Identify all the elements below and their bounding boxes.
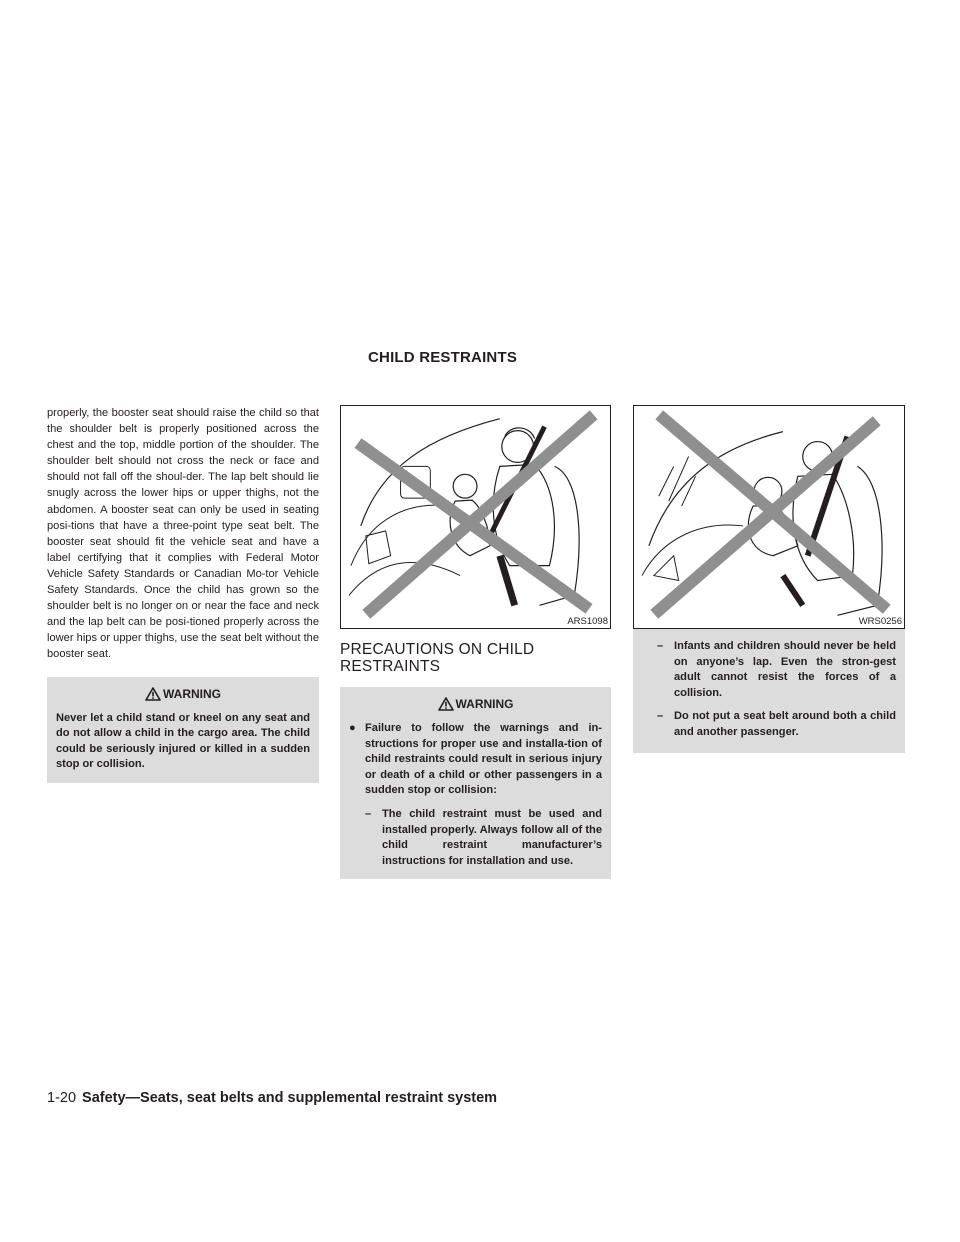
bullet-text: Failure to follow the warnings and in-structions for proper use and installa-tion of child restraints could result in serious injury or death of a child or other passengers in a sudden stop or collision: <box>365 722 602 797</box>
page-number: 1-20 <box>47 1090 77 1106</box>
car-seat-child-illustration <box>341 406 610 628</box>
warning-dash-item <box>349 807 602 869</box>
warning-box <box>340 687 611 879</box>
body-paragraph: properly, the booster seat should raise the child so that the shoulder belt is properly positioned across the chest and the top, middle portion of the shoulder. The shoulder belt should not cross the neck or face and should not fall off the shoul-der. The lap belt should lie snugly across the lower hips or upper thighs, not the abdomen. A booster seat can only be used in seating posi-tions that have a three-point type seat belt. The booster seat should fit the vehicle seat and have a label certifying that it complies with Federal Motor Vehicle Safety Standards or Canadian Mo-tor Vehicle Safety Standards. Once the child has grown so the shoulder belt is no longer on or near the face and neck and the lap belt can be posi-tioned properly across the lower hips or upper thighs, use the seat belt without the booster seat. <box>47 407 319 661</box>
lap-held-child-illustration <box>634 406 904 628</box>
warning-triangle-icon <box>438 697 454 711</box>
dash-text: Do not put a seat belt around both a child and another passenger. <box>674 710 896 738</box>
bullet-mark: ● <box>349 722 356 734</box>
column-right <box>633 405 905 753</box>
column-middle <box>340 405 611 879</box>
figure-ars1098 <box>340 405 611 629</box>
column-left <box>47 405 319 783</box>
dash-text: The child restraint must be used and installed properly. Always follow all of the child restraint manufacturer’s instructions for installation and use. <box>382 807 602 867</box>
warning-box <box>47 677 319 783</box>
warning-title: WARNING <box>455 697 514 711</box>
warning-title: WARNING <box>163 686 221 701</box>
figure-code: ARS1098 <box>567 616 608 627</box>
dash-mark: – <box>657 640 664 652</box>
warning-dash-item <box>642 709 896 740</box>
dash-mark: – <box>657 710 664 723</box>
page-footer <box>47 1090 497 1106</box>
dash-text: Infants and children should never be held on anyone’s lap. Even the stron-gest adult cannot resist the forces of a collision. <box>674 640 896 699</box>
section-title: CHILD RESTRAINTS <box>368 349 518 366</box>
warning-triangle-icon <box>145 687 161 701</box>
chapter-title: Safety—Seats, seat belts and supplemental restraint system <box>82 1090 498 1106</box>
warning-dash-item <box>642 639 896 701</box>
figure-code: WRS0256 <box>858 616 902 627</box>
warning-heading <box>56 687 310 701</box>
warning-text: Never let a child stand or kneel on any seat and do not allow a child in the cargo area. The child could be seriously injured or killed in a sudden stop or collision. <box>56 711 310 771</box>
dash-mark: – <box>365 807 372 820</box>
warning-heading <box>349 697 602 711</box>
warning-box-continued <box>633 629 905 753</box>
subheading: PRECAUTIONS ON CHILD RESTRAINTS <box>340 641 535 675</box>
warning-bullet <box>349 721 602 799</box>
figure-wrs0256 <box>633 405 905 629</box>
